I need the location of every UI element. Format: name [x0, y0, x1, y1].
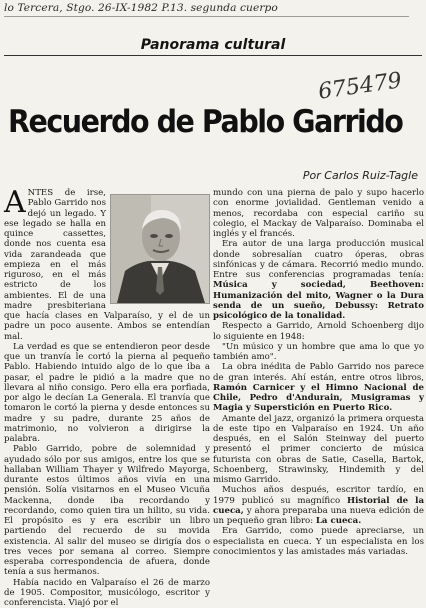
- left-paragraph-1: NTES de irse, Pablo Garrido nos dejó un legado. Y ese legado se halla en quince cassettes, donde nos cuenta esa vida zarandeada que empieza en el más riguroso, en el más estricto de los ambientes.: [4, 188, 106, 301]
- left-paragraph-4: Había nacido en Valparaíso el 26 de marzo de 1905. Compositor, musicólogo, escritor y conferencista. Viajó por el: [4, 578, 210, 608]
- left-paragraph-2: La verdad es que se entendieron peor desde que un tranvía le cortó la pierna al pequeño Pablo. Habiendo intuido algo de lo que iba a pasar, el padre le pidió a la madre que no llevara al niño consigo. Pero ella era porfiada, por algo le decían La Generala. El tranvía que tomaron le cortó la pierna y desde entonces su madre y su padre, durante 25 años de matrimonio, no volvieron a dirigirse la palabra.: [4, 342, 210, 445]
- right-paragraph-7-mid: y ahora preparaba una nueva edición de un pequeño gran libro:: [213, 506, 424, 526]
- schoenberg-quote: "Un músico y un hombre que ama lo que yo también amo".: [213, 342, 424, 363]
- drop-cap: A: [4, 189, 26, 217]
- source-note-text: lo Tercera, Stgo. 26-IX-1982 P.13. segunda cuerpo: [4, 2, 278, 14]
- right-paragraph-3: Respecto a Garrido, Arnold Schoenberg dijo lo siguiente en 1948:: [213, 321, 424, 342]
- source-note-underline: [4, 16, 409, 17]
- article-title: Recuerdo de Pablo Garrido: [8, 104, 376, 140]
- right-paragraph-5: La obra inédita de Pablo Garrido nos parece de gran interés. Ahí están, entre otros libros,: [213, 362, 424, 382]
- right-paragraph-6: Amante del jazz, organizó la primera orquesta de este tipo en Valparaíso en 1924. Un año después, en el Salón Steinway del puerto presentó el primer concierto de música futurista con obras de Satie, Casella, Bartok, Schoenberg, Strawinsky, Hindemith y del mismo Garrido.: [213, 414, 424, 486]
- unpublished-works: Ramón Carnicer y el Himno Nacional de Chile, Pedro d'Andurain, Musigramas y Magia y Superstición en Puerto Rico.: [213, 383, 424, 414]
- portrait-photo: [110, 194, 210, 304]
- article-column-right: [213, 188, 424, 598]
- right-paragraph-8: Era Garrido, como puede apreciarse, un especialista en cueca. Y un especialista en los conocimientos y las amistades más variadas.: [213, 526, 424, 557]
- book-title-historial: Historial de la cueca,: [213, 496, 424, 516]
- article-column-left: [4, 188, 210, 598]
- right-paragraph-7: Muchos años después, escritor tardío, en 1979 publicó su magnífico: [213, 485, 424, 505]
- section-rule: [4, 55, 422, 56]
- left-paragraph-1-cont: El de una madre presbiteriana que hacía clases en Valparaíso, y el de un padre un poco ausente. Ambos se entendían mal.: [4, 291, 210, 342]
- right-paragraph-1: mundo con una pierna de palo y supo hacerlo con enorme jovialidad. Gentleman venido a menos, recordaba con especial cariño su colegio, el Mackay de Valparaíso. Dominaba el inglés y el francés.: [213, 188, 424, 239]
- handwritten-catalog-number: 675479: [317, 68, 404, 104]
- section-heading: Panorama cultural: [0, 37, 426, 53]
- left-paragraph-3: Pablo Garrido, pobre de solemnidad y ayudado sólo por sus amigos, entre los que se hallaban William Thayer y Wilfredo Mayorga, durante estos últimos años vivía en una pensión. Solía visitarnos en el Museo Vicuña Mackenna, donde iba recordando y recordando, como quien tira un hilito, su vida. El propósito es y era escribir un libro partiendo del recuerdo de su movida existencia. Al salir del museo se dirigía dos o tres veces por semana al correo. Siempre esperaba correspondencia de afuera, donde tenía a sus hermanos.: [4, 444, 210, 577]
- right-paragraph-2: Era autor de una larga producción musical donde sobresalían cuatro óperas, obras sinfónicas y de cámara. Recorrió medio mundo. Entre sus conferencias programadas tenía:: [213, 239, 424, 280]
- portrait-photo-image: [111, 195, 209, 303]
- book-title-la-cueca: La cueca.: [316, 516, 361, 526]
- handwritten-source-note: [4, 2, 424, 20]
- conference-titles: Música y sociedad, Beethoven: Humanización del mito, Wagner o la Dura senda de un sueño, Debussy: Retrato psicológico de la tonalidad.: [213, 280, 424, 321]
- article-byline: Por Carlos Ruiz-Tagle: [303, 169, 418, 182]
